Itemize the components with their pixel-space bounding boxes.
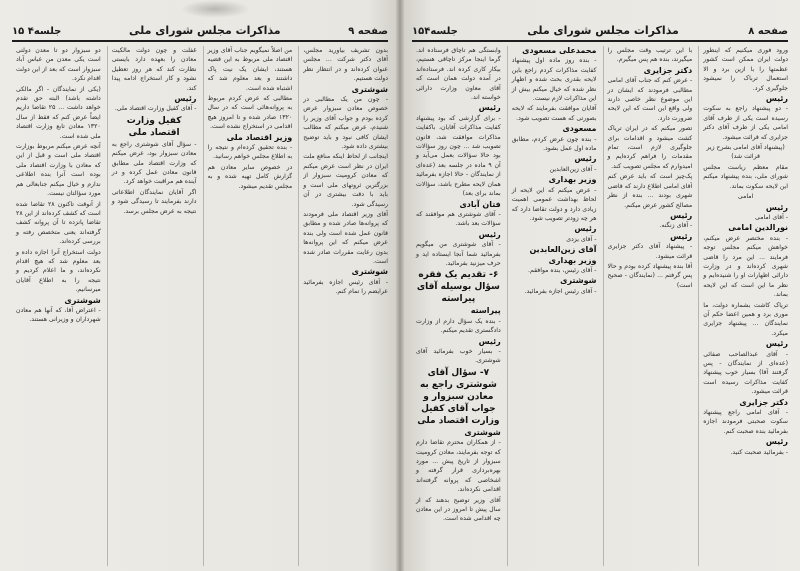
speaker-name: وزیر اقتصاد ملی (226, 132, 293, 142)
text-column (412, 46, 501, 566)
text-column (298, 46, 388, 566)
paragraph: وابستگی هم تاچاق فرستاده اند. گرما اینجا مرکز تاچاقی هستیم، بیکار کاری کرده اند. فرستاده‌اند در آمده دولت همان است که آقای معاون وزارت دارائی خواسته اند. (416, 47, 501, 102)
paragraph: - چون من یک مطالبی در خصوص معادن سبزوار عرض کرده بودم و جواب آقای وزیر را شنیدم، عرض میکنم که مطالب ایشان کافی نبود و باید توضیح بیشتری داده شود. (303, 96, 388, 151)
paragraph: - آقای شوشتری من میگویم بفرمائید شما آنجا ایستاده اید و حرف میزنید بفرمائید. (416, 241, 501, 267)
paragraph: - از همکاران محترم تقاضا دارم که توجه بفرمایند، معادن کرومیت سبزوار از تاریخ پیش ... مورد بهره‌برداری قرار گرفته و اشخاصی که پروانه گرفته‌اند اقدامی نکرده‌اند. (416, 439, 501, 494)
text-column (698, 46, 788, 566)
speaker-name: رئیس (765, 202, 788, 212)
speaker-name: مسعودی (562, 124, 597, 134)
paragraph: - آقای رئیس اجازه بفرمائید عرایضم را تمام کنم. (303, 278, 388, 296)
page-number: صفحه ۸ (748, 26, 788, 37)
paragraph: - بنده مختصر عرض میکنم، خواهش میکنم مجلس توجه فرمایند ... این مرد را قاضی شهری کرده‌اند و در وزارت دارائی اظهارات او را شنیده‌ایم و نظر ما این است که این لایحه بماند. (703, 234, 788, 299)
paragraph: پک‌چیز است که باید عرض کنم آقای امامی اطلاع دارند که قاضی شهری بودند ... بنده از نظر مصالح کشور عرض میکنم. (607, 173, 693, 209)
paragraph: آقا بنده پیشنهاد کرده بودم و حالا پس گرفتم ... (نمایندگان - صحیح است) (607, 262, 693, 289)
paragraph: تصور میکنم که در ایران تریاک کشت میشود و اقدامات برای جلوگیری لازم است، تمام مقدمات را فراهم کرده‌ایم و امیدوارم که مجلس تصویب کند. (607, 125, 693, 170)
page-header (412, 24, 788, 42)
paragraph: - بفرمائید صحبت کنید. (730, 448, 788, 456)
centered-note: (پیشنهاد آقای امامی بشرح زیر قرائت شد) (706, 144, 785, 161)
speaker-name: وزیر بهداری (548, 255, 597, 265)
session-label: جلسه۴ ۱۵ (12, 26, 62, 37)
text-column (203, 46, 293, 566)
page-title: مذاکرات مجلس شورای ملی (527, 24, 679, 37)
paragraph: - برای گزارشی که بود پیشنهاد کفایت مذاکرات آقایان، باکفایت مذاکرات موافقت شد، قانون تصویب شد ... چون روز سؤالات بود حالا سؤالات بعمل می‌آید و آن ۹ ماده در جلسه بعد (عده‌ای از نمایندگان - حالا اجازه بفرمائید همان لایحه مطرح باشد، سؤالات بماند برای بعد) (416, 114, 501, 198)
paragraph: در خصوص سایر معادن هم گزارش کامل تهیه شده و به مجلس تقدیم میشود. (207, 163, 293, 190)
speaker-name: رئیس (174, 94, 197, 104)
speaker-name: دکتر جزایری (739, 397, 788, 407)
speaker-name: رئیس (765, 437, 788, 447)
speaker-name: رئیس (574, 154, 597, 164)
speaker-name: شوشتری (464, 427, 501, 437)
page-number: صفحه ۹ (348, 26, 388, 37)
paragraph: دو سبزوار دو تا معدن دولتی است یکی معدن من عباس آباد سبزوار است که بعد از این دولت اقدام نکرد. (16, 47, 101, 83)
text-columns (412, 46, 788, 566)
paragraph: آنچه عرض میکنم مربوط بوزارت اقتصاد ملی است و قبل از این که معادن با وزارت اقتصاد ملی بوده است آنرا بنده اطلاعی ندارم و خیال میکنم جنابعالی هم مورد سؤالتان نیست. (16, 143, 101, 198)
paragraph: آقایان موافقت بفرمایند که لایحه بصورتی که هست تصویب شود. (511, 105, 597, 122)
paragraph: آقای وزیر توضیح بدهند که از سال پیش تا امروز در این معادن چه اقدامی شده است. (416, 496, 501, 523)
right-page (400, 0, 800, 571)
speaker-name: رئیس (670, 231, 693, 241)
speaker-name: رئیس (765, 94, 788, 104)
page-title: مذاکرات مجلس شورای ملی (129, 24, 281, 37)
speaker-name: پیراسته (470, 306, 501, 316)
speaker-name: شوشتری (351, 267, 388, 277)
paragraph: - بنده چون عرض کردم، مطابق ماده اول عمل بشود. (511, 135, 597, 153)
text-column (107, 46, 197, 566)
paragraph: دولت استخراج آنرا اجازه داده و بعد معلوم شد که هیچ اقدام نکرده‌اند، و ما اعلام کردیم و نتیجه را به اطلاع آقایان میرسانیم. (16, 248, 101, 294)
paragraph: اینجانب از لحاظ اینکه منافع ملت ایران در نظر است عرض میکنم که معادن کرومیت سبزوار از بزرگترین ثروتهای ملی است و باید با دقت بیشتری در آن رسیدگی شود. (303, 153, 388, 208)
speaker-name: شوشتری (560, 276, 597, 286)
paragraph: - سؤال آقای شوشتری راجع به معادن سبزوار بود، عرض میکنم که وزارت اقتصاد ملی مطابق قانون معادن عمل کرده و در آینده هم مراقبت خواهد کرد. (111, 140, 197, 186)
speaker-name: رئیس (478, 336, 501, 346)
speaker-name: شوشتری (351, 84, 388, 94)
paragraph: - بنده تحقیق کرده‌ام و نتیجه را به اطلاع مجلس خواهم رسانید. (207, 144, 293, 161)
paragraph: - آقای امامی (755, 213, 788, 221)
section-heading: ۷- سؤال آقای شوشتری راجع به معادن سبزوار و جواب آقای کفیل وزارت اقتصاد ملی (417, 367, 500, 426)
paragraph: بدون تشریف بیاورید مجلس، آقای دکتر شرکت ... مجلس عنوان کرده‌اند و در انتظار نظر دولت هستیم. (303, 47, 388, 83)
paragraph: - آقای رئیس، بنده موافقم. (528, 266, 597, 274)
section-heading: ۶- تقدیم یک فقره سؤال بوسیله آقای پیراسته (416, 270, 500, 305)
paragraph: - آقای یزدی (566, 235, 597, 243)
paragraph: با این ترتیب وقت مجلس را میگیرند، بنده هم پس میگیرم. (607, 47, 693, 64)
scan-smudge (180, 0, 250, 18)
speaker-name: محمدعلی مسعودی (522, 46, 597, 55)
section-heading: کفیل وزارت اقتصاد ملی (126, 115, 182, 138)
paragraph: - آقای شوشتری هم موافقند که سؤالات بعد باشد. (416, 210, 501, 228)
paragraph: (یکی از نمایندگان - اگر مالکی داشته باشد) البته حق تقدم خواهد داشت ... ۲۵ تقاضا داریم ایضاً عرض کنم که فقط از سال ۱۳۲۰ معادن تابع وزارت اقتصاد ملی شده است. (16, 85, 101, 140)
text-columns (12, 46, 388, 566)
paragraph: مقام معظم ریاست مجلس شورای ملی، بنده پیشنهاد میکنم این لایحه سکوت بماند. (703, 163, 788, 190)
paragraph: - عرض میکنم که این لایحه از لحاظ بهداشت عمومی اهمیت زیادی دارد و دولت تقاضا دارد که هر چه زودتر تصویب شود. (511, 186, 597, 222)
paragraph: آقای وزیر اقتصاد ملی فرمودند که پروانه‌ها صادر شده و مطابق قانون عمل شده است ولی بنده عرض میکنم که این پروانه‌ها بدون رعایت مقررات صادر شده است. (303, 210, 388, 265)
speaker-name: رئیس (478, 103, 501, 113)
speaker-name: نورالدین امامی (728, 223, 788, 233)
session-label: جلسه۱۵۴ (412, 26, 458, 37)
speaker-name: وزیر بهداری (548, 175, 597, 185)
paragraph: - بنده روز ماده اول پیشنهاد کفایت مذاکرات کردم راجع باین لایحه بقدری بحث شده و اظهار نظر شده که خیال میکنم بیش از این مذاکرات لازم نیست. (511, 57, 597, 103)
paragraph: - آقای عبدالصاحب صفائی (عده‌ای از نمایندگان - پس گرفتند آقا) بسیار خوب پیشنهاد کفایت مذاکرات رسیده است قرائت میشود. (703, 350, 788, 396)
paragraph: از آنوقت تاکنون ۲۸ تقاضا شده است که کشف کرده‌اند از این ۲۸ تقاضا پانزده تا آن پروانه کشف گرفته‌اند یعنی متخصص رفته و بررسی کرده‌اند. (16, 200, 101, 246)
text-column (603, 46, 693, 566)
paragraph: مطالبی که عرض کردم مربوط به پروانه‌هائی است که در سال ۱۳۲۰ صادر شده و تا امروز هیچ اقدامی در استخراج نشده است. (207, 95, 293, 131)
text-column (12, 46, 101, 566)
book-gutter (396, 0, 404, 571)
paragraph: - عرض کنم که جناب آقای امامی مطالبی فرمودند که ایشان در این موضوع نظر خاصی دارند ولی واقع این است که این لایحه ضرورت دارد. (607, 77, 693, 122)
speaker-name: دکتر جزایری (643, 65, 693, 75)
paragraph: - آقای زین‌العابدین (549, 165, 597, 173)
paragraph: غفلت و چون دولت مالکیت معادن را بعهده دارد بایستی نظارت کند که هر روز تعطیل نشود و کار استخراج ادامه پیدا کند. (111, 47, 197, 92)
paragraph: - بنده یک سؤال دارم از وزارت دادگستری تقدیم میکنم. (416, 317, 501, 335)
speaker-name: شوشتری (64, 295, 101, 305)
paragraph: - اعتراض آقا، که آنها هم معادن شهرداران و وزیرانی هستند. (16, 306, 101, 324)
centered-note: امامی (737, 193, 754, 201)
paragraph: - پیشنهاد آقای دکتر جزایری قرائت میشود. (607, 243, 693, 260)
speaker-name: فتان آبادی (459, 199, 501, 209)
speaker-name: رئیس (765, 339, 788, 349)
speaker-name: رئیس (670, 210, 693, 220)
speaker-name: آقای زین‌العابدین (529, 245, 597, 255)
paragraph: - بسیار خوب بفرمائید آقای شوشتری. (416, 347, 501, 365)
text-column (507, 46, 597, 566)
page-header (12, 24, 388, 42)
paragraph: - دو پیشنهاد راجع به سکوت رسیده است یکی از طرف آقای امامی یکی از طرف آقای دکتر جزایری که قرائت میشود. (703, 105, 788, 141)
paragraph: - آقای رئیس اجازه بفرمائید. (524, 287, 597, 295)
paragraph: اگر آقایان نمایندگان اطلاعاتی دارند بفرمایند تا رسیدگی شود و نتیجه به عرض مجلس برسد. (111, 188, 197, 215)
paragraph: ورود فوری میکنیم که اینطور دولت ایران ممکن است کشور عظمتها را با ازین برد و الا استعمال ترباک را نمیشود جلوگیری کرد. (703, 47, 788, 92)
speaker-name: رئیس (574, 224, 597, 234)
paragraph: - آقای امامی راجع پیشنهاد سکوت صحبتی فرمودند اجازه بفرمائید بنده صحبت کنم. (703, 409, 788, 435)
paragraph: - آقای زنگنه. (659, 222, 693, 230)
paragraph: من اصلاً نمیگویم جناب آقای وزیر اقتصاد ملی مربوط به این قضیه هستند، ایشان یک نیت پاک داشتند و بعد معلوم شد که اشتباه شده است. (207, 47, 293, 92)
paragraph: - آقای کفیل وزارت اقتصاد ملی. (114, 105, 197, 113)
paragraph: تریاک کاشت بشماره دولت، ما موری برد و همین اعضا حکم آن نمایندگان ... پیشنهاد جزایری میکرد. (703, 301, 788, 337)
speaker-name: رئیس (478, 229, 501, 239)
